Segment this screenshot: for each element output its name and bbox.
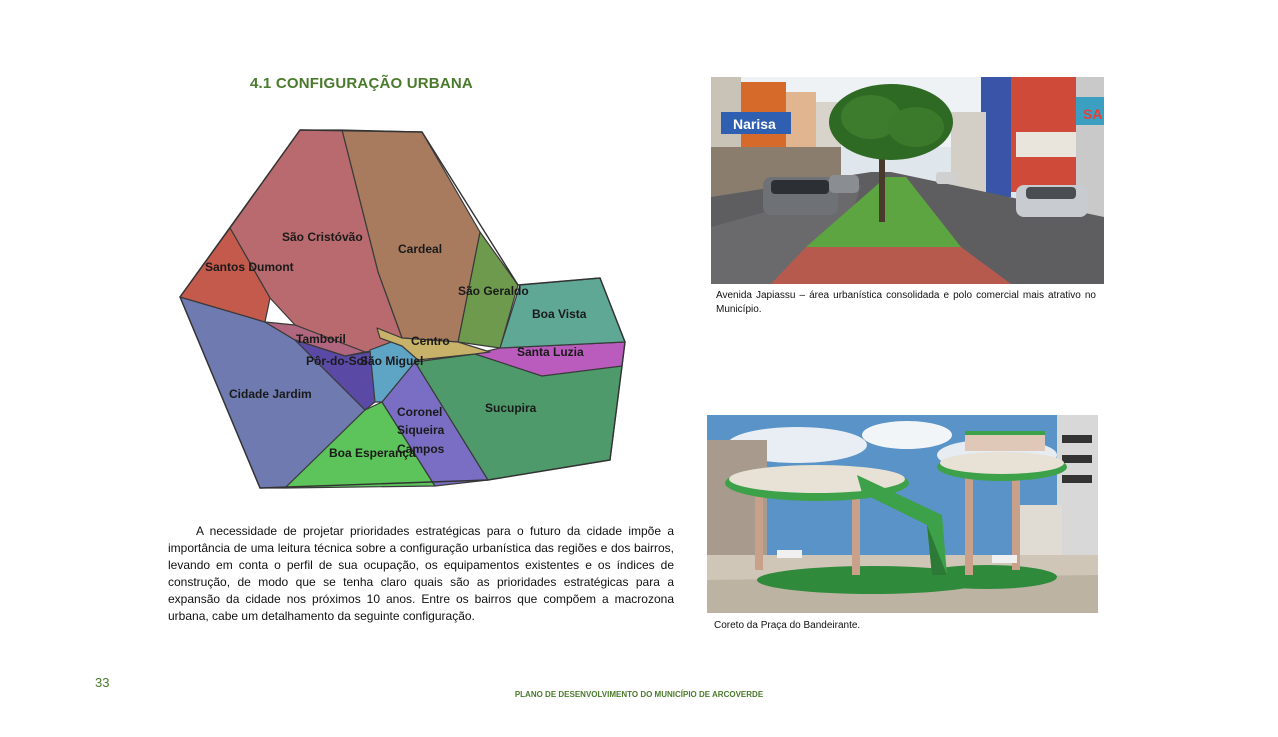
label-sao-miguel: São Miguel [360,354,424,368]
body-paragraph: A necessidade de projetar prioridades estratégicas para o futuro da cidade impõe a importância de uma leitura técnica sobre a configuração urbanística das regiões e dos bairros, levando em conta o perfil de sua ocupação, os equipamentos existentes e os índices de construção, de modo que se tenha claro quais são as prioridades estratégicas para a expansão da cidade nos próximos 10 anos. Entre os bairros que compõem a macrozona urbana, cabe um detalhamento da seguinte configuração. [168,524,674,623]
label-tamboril: Tamboril [296,332,346,346]
label-sao-geraldo: São Geraldo [458,284,529,298]
bandstand-photo-caption: Coreto da Praça do Bandeirante. [714,620,861,631]
label-boa-esperanca: Boa Esperança [329,446,416,460]
street-photo-caption: Avenida Japiassu – área urbanística consolidada e polo comercial mais atrativo no Município. [716,290,1096,315]
label-santa-luzia: Santa Luzia [517,345,584,359]
label-sao-cristovao: São Cristóvão [282,230,363,244]
label-coronel-line1: Coronel [397,405,443,419]
label-santos-dumont: Santos Dumont [205,260,294,274]
label-coronel-line3: Campos [397,442,445,456]
label-por-do-sol: Pôr-do-Sol [306,354,368,368]
store-sign-text: Narisa [733,116,776,132]
store-sign-text-2: SA [1083,106,1103,122]
label-centro: Centro [411,334,450,348]
page-number: 33 [95,675,110,690]
footer-title: PLANO DE DESENVOLVIMENTO DO MUNICÍPIO DE ARCOVERDE [514,690,764,699]
bandstand-photo [707,415,1098,613]
street-photo [711,77,1104,284]
label-cardeal: Cardeal [398,242,443,256]
label-coronel-line2: Siqueira [397,423,445,437]
label-cidade-jardim: Cidade Jardim [229,387,312,401]
label-sucupira: Sucupira [485,401,537,415]
section-title: 4.1 CONFIGURAÇÃO URBANA [250,75,473,92]
label-boa-vista: Boa Vista [532,307,587,321]
neighborhood-map [170,120,640,500]
